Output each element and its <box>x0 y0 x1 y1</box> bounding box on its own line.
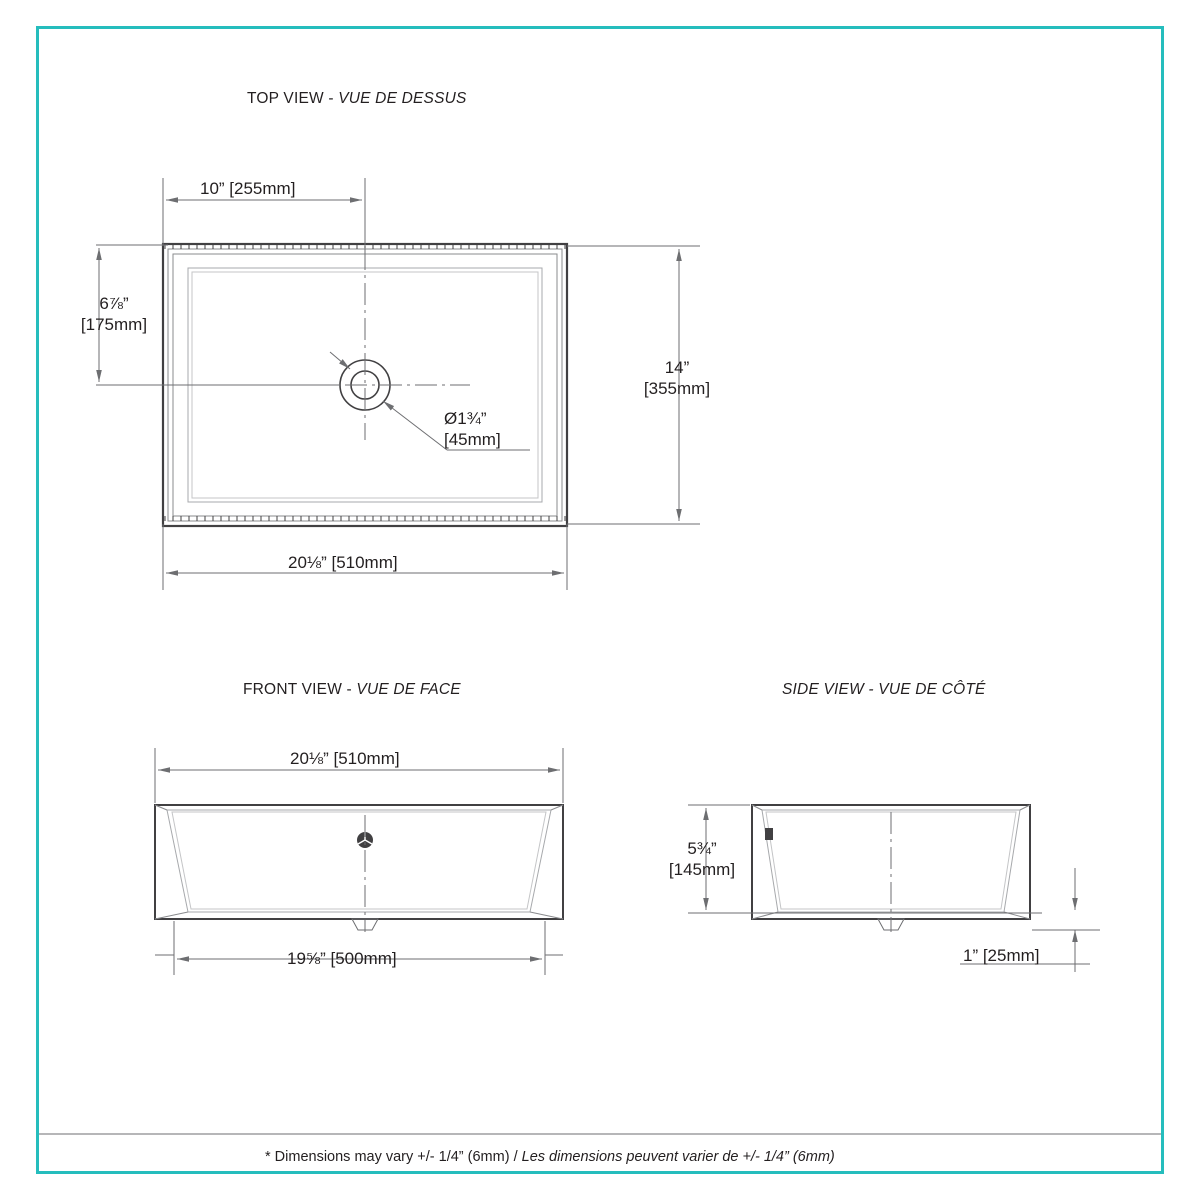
side-view-title-fr: VUE DE CÔTÉ <box>878 681 986 698</box>
front-view-title <box>243 681 461 699</box>
dim-top-width: 20⅛” [510mm] <box>288 553 398 572</box>
top-view-title-fr: VUE DE DESSUS <box>338 90 467 107</box>
dim-side-height <box>652 838 752 880</box>
side-view-title-en: SIDE VIEW - <box>782 681 879 698</box>
dim-front-bottom-width: 19⅝” [500mm] <box>287 949 397 968</box>
footnote-en: * Dimensions may vary +/- 1/4” (6mm) / <box>265 1149 522 1165</box>
dim-drain-offset-y <box>62 293 166 335</box>
footnote <box>265 1149 835 1165</box>
dim-drain-diameter <box>444 408 540 450</box>
front-view-title-en: FRONT VIEW - <box>243 681 357 698</box>
dim-drain-offset-y-mm: [175mm] <box>80 315 148 334</box>
front-view-title-fr: VUE DE FACE <box>356 681 461 698</box>
dim-side-base-height: 1” [25mm] <box>963 946 1040 965</box>
dim-side-height-inch: 5¾” <box>687 839 717 858</box>
dim-drain-offset-x: 10” [255mm] <box>200 179 296 198</box>
top-view-title <box>247 90 467 108</box>
dim-drain-diameter-inch: Ø1¾” <box>444 409 487 428</box>
dim-drain-offset-y-inch: 6⅞” <box>99 294 129 313</box>
top-view-title-en: TOP VIEW - <box>247 90 339 107</box>
footnote-fr: Les dimensions peuvent varier de +/- 1/4” (6mm) <box>521 1149 835 1165</box>
dim-depth <box>622 357 732 399</box>
dim-drain-diameter-mm: [45mm] <box>444 430 501 449</box>
dim-side-height-mm: [145mm] <box>668 860 736 879</box>
dim-depth-inch: 14” <box>664 358 690 377</box>
dim-front-top-width: 20⅛” [510mm] <box>290 749 400 768</box>
dim-depth-mm: [355mm] <box>643 379 711 398</box>
side-view-title <box>782 681 986 699</box>
